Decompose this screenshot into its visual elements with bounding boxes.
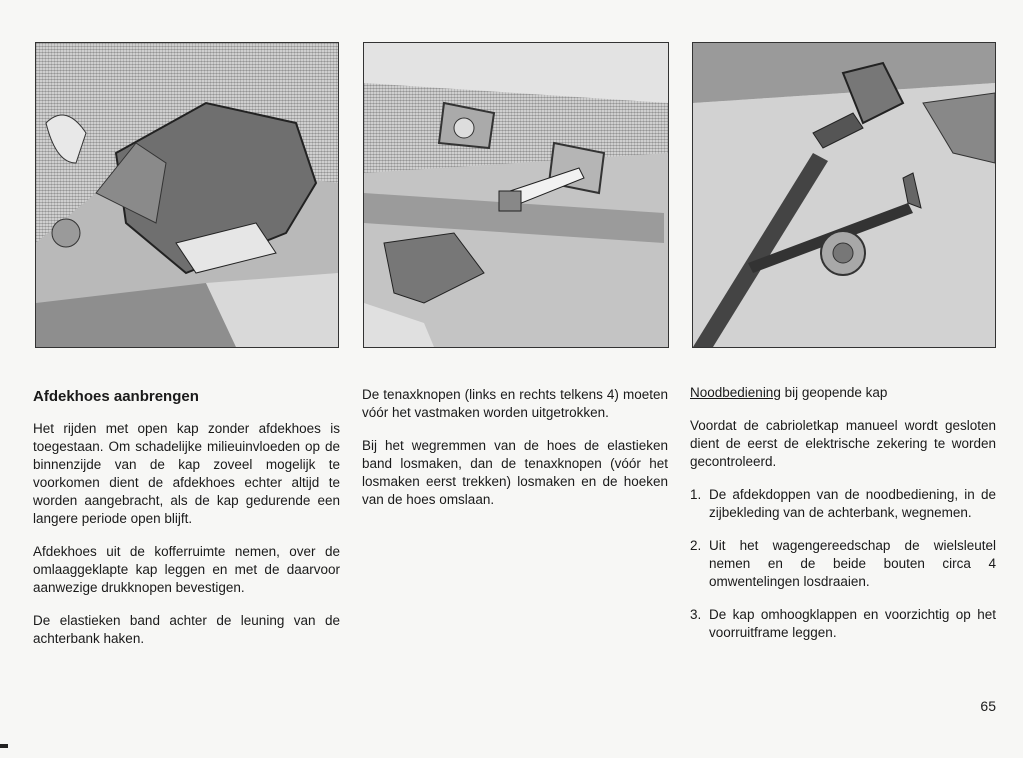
- column-cover-fitting: [33, 384, 340, 663]
- steps-list: [690, 486, 996, 642]
- page-number: 65: [980, 698, 996, 714]
- list-item: [690, 486, 996, 522]
- column-emergency-operation: [690, 384, 996, 657]
- subheading-underlined: Noodbediening: [690, 385, 781, 400]
- intro-paragraph: Voordat de cabrioletkap manueel wordt gesloten dient de eerst de elektrische zekering te worden gecontroleerd.: [690, 418, 996, 469]
- photo-cover-on-car: [35, 42, 339, 348]
- step-text: De kap omhoogklappen en voorzichtig op het voorruitframe leggen.: [709, 607, 996, 640]
- step-text: Uit het wagengereedschap de wielsleutel nemen en de beide bouten circa 4 omwentelingen losdraaien.: [709, 538, 996, 589]
- paragraph: Bij het wegremmen van de hoes de elastieken band losmaken, dan de tenaxknopen (vóór het losmaken eerst trekken) losmaken en de hoeken van de hoes omslaan.: [362, 438, 668, 507]
- paragraph: De tenaxknopen (links en rechts telkens 4) moeten vóór het vastmaken worden uitgetrokken.: [362, 387, 668, 420]
- step-number: 3.: [690, 607, 702, 622]
- paragraph: Afdekhoes uit de kofferruimte nemen, over de omlaaggeklapte kap leggen en met de daarvoor aanwezige drukknopen bevestigen.: [33, 544, 340, 595]
- photo-tenax-button: [363, 42, 669, 348]
- section-subheading: [690, 384, 996, 402]
- list-item: [690, 537, 996, 591]
- scan-edge-mark: [0, 744, 8, 748]
- section-heading: Afdekhoes aanbrengen: [33, 388, 199, 405]
- step-number: 2.: [690, 538, 702, 553]
- paragraph: Het rijden met open kap zonder afdekhoes is toegestaan. Om schadelijke milieuinvloeden op de binnenzijde van de kap zoveel mogelijk te voorkomen dient de afdekhoes echter altijd te worden aangebracht, als de kap gedurende een langere periode open blijft.: [33, 421, 340, 526]
- paragraph: De elastieken band achter de leuning van de achterbank haken.: [33, 613, 340, 646]
- list-item: [690, 606, 996, 642]
- column-tenax: [362, 386, 668, 524]
- step-number: 1.: [690, 487, 702, 502]
- subheading-rest: bij geopende kap: [780, 385, 888, 400]
- photo-emergency-operation: [692, 42, 996, 348]
- step-text: De afdekdoppen van de noodbediening, in de zijbekleding van de achterbank, wegnemen.: [709, 487, 996, 520]
